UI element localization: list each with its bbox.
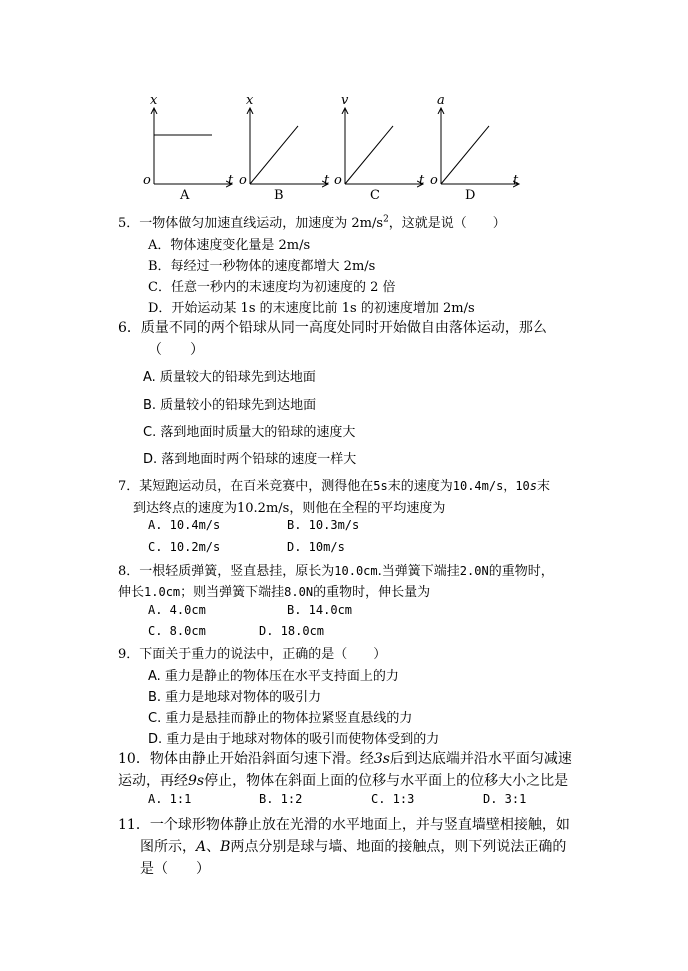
q7-option-d: D. 10m/s xyxy=(287,540,345,554)
q7-text-1: 7．某短跑运动员，在百米竞赛中，测得他在 xyxy=(118,479,374,494)
q8-text-6: 伸长 xyxy=(118,585,145,600)
q8-option-a: A. 4.0cm xyxy=(148,603,206,617)
graph-b-line xyxy=(250,126,298,184)
q6-option-b: B. 质量较小的铅球先到达地面 xyxy=(143,398,317,413)
q8-text-3: .当弹簧下端挂 xyxy=(377,564,460,579)
q6-option-d: D. 落到地面时两个铅球的速度一样大 xyxy=(143,452,357,467)
q10-text-5: 9s xyxy=(188,773,205,789)
graph-c-y-label: v xyxy=(341,93,349,108)
q7-option-b: B. 10.3m/s xyxy=(287,518,360,532)
graph-c-origin: o xyxy=(334,173,342,188)
q8-text-8: ；则当弹簧下端挂 xyxy=(180,585,285,600)
q6-option-c: C. 落到地面时质量大的铅球的速度大 xyxy=(143,425,356,440)
q10-text-4: 运动，再经 xyxy=(118,773,188,789)
q10-text-6: 停止，物体在斜面上面的位移与水平面上的位移大小之比是 xyxy=(204,773,569,789)
q9-option-d: D. 重力是由于地球对物体的吸引而使物体受到的力 xyxy=(148,732,440,747)
q11-text-5: 两点分别是球与墙、地面的接触点，则下列说法正确的 xyxy=(230,839,567,855)
graph-d xyxy=(441,108,519,184)
q8-option-d: D. 18.0cm xyxy=(259,624,325,638)
q10-text-2: 3s xyxy=(373,751,390,767)
q7-stem xyxy=(118,475,550,494)
q10-stem-line2 xyxy=(118,770,568,790)
q8-option-c: C. 8.0cm xyxy=(148,624,206,638)
graph-d-origin: o xyxy=(430,173,438,188)
graph-c-line xyxy=(345,126,393,184)
q8-text-2: 10.0cm xyxy=(334,564,378,578)
graph-d-caption: D xyxy=(465,188,476,203)
q11-text-4: B xyxy=(220,839,231,855)
graph-d-y-label: a xyxy=(437,93,445,108)
q7-text-2: 5s xyxy=(373,479,388,493)
graph-a-t-label: t xyxy=(228,173,234,188)
q10-stem xyxy=(118,748,572,768)
q10-option-d: D. 3:1 xyxy=(483,792,527,806)
q5-option-d: D．开始运动某 1s 的末速度比前 1s 的初速度增加 2m/s xyxy=(148,301,475,316)
graph-c-t-label: t xyxy=(419,173,425,188)
q5-option-a: A．物体速度变化量是 2m/s xyxy=(148,238,311,253)
q11-text-3: 、 xyxy=(206,839,221,855)
q5-option-c: C．任意一秒内的末速度均为初速度的 2 倍 xyxy=(148,280,396,295)
q10-option-a: A. 1:1 xyxy=(148,792,192,806)
q9-option-a: A. 重力是静止的物体压在水平支持面上的力 xyxy=(148,669,399,684)
q8-text-4: 2.0N xyxy=(459,564,489,578)
graph-c-caption: C xyxy=(370,188,380,203)
q9-option-c: C. 重力是悬挂而静止的物体拉紧竖直悬线的力 xyxy=(148,711,413,726)
graph-a-y-label: x xyxy=(150,93,158,108)
graph-d-line xyxy=(441,126,489,184)
q7-option-c: C. 10.2m/s xyxy=(148,540,221,554)
q7-stem-line2: 到达终点的速度为10.2m/s，则他在全程的平均速度为 xyxy=(133,501,446,516)
q8-text-5: 的重物时， xyxy=(488,564,554,579)
graph-b-origin: o xyxy=(239,173,247,188)
q5-stem-tail: ，这就是说（ ） xyxy=(388,216,506,231)
q6-option-a: A. 质量较大的铅球先到达地面 xyxy=(143,370,316,385)
q8-stem xyxy=(118,560,554,579)
graph-a-caption: A xyxy=(180,188,190,203)
q8-text-9: 8.0N xyxy=(284,585,314,599)
graph-b xyxy=(250,108,328,184)
q11-stem-line3: 是（ ） xyxy=(140,861,210,877)
q10-option-b: B. 1:2 xyxy=(259,792,303,806)
q9-option-b: B. 重力是地球对物体的吸引力 xyxy=(148,690,322,705)
q5-stem xyxy=(118,212,506,231)
q7-text-3: 末的速度为 xyxy=(387,479,453,494)
q11-stem-line2 xyxy=(140,836,566,856)
q5-option-b: B．每经过一秒物体的速度都增大 2m/s xyxy=(148,259,376,274)
graph-d-t-label: t xyxy=(513,173,519,188)
q8-stem-line2 xyxy=(118,581,430,600)
q11-stem: 11．一个球形物体静止放在光滑的水平地面上，并与竖直墙壁相接触，如 xyxy=(118,817,570,833)
q6-stem: 6．质量不同的两个铅球从同一高度处同时开始做自由落体运动，那么 xyxy=(118,320,547,336)
q5-stem-sup: 2 xyxy=(383,214,389,225)
q5-stem-text: 5．一物体做匀加速直线运动，加速度为 2m/s xyxy=(118,216,384,231)
graph-c xyxy=(345,108,423,184)
q8-text-10: 的重物时，伸长量为 xyxy=(313,585,431,600)
q8-text-1: 8．一根轻质弹簧，竖直悬挂，原长为 xyxy=(118,564,335,579)
q9-stem: 9．下面关于重力的说法中，正确的是（ ） xyxy=(118,647,387,662)
graph-b-caption: B xyxy=(274,188,284,203)
q8-text-7: 1.0cm xyxy=(144,585,181,599)
q10-text-1: 10．物体由静止开始沿斜面匀速下滑。经 xyxy=(118,751,374,767)
q7-text-4: 10.4m/s，10 xyxy=(452,479,530,493)
q7-option-a: A. 10.4m/s xyxy=(148,518,221,532)
q10-text-3: 后到达底端并沿水平面匀减速 xyxy=(389,751,572,767)
graph-b-y-label: x xyxy=(246,93,254,108)
q6-stem-paren: （ ） xyxy=(148,342,204,358)
q11-text-1: 图所示， xyxy=(140,839,196,855)
q11-text-2: A xyxy=(196,839,207,855)
graph-a xyxy=(154,108,232,184)
q7-text-6: 末 xyxy=(537,479,551,494)
q10-option-c: C. 1:3 xyxy=(371,792,415,806)
graph-b-t-label: t xyxy=(324,173,330,188)
q7-text-5: s xyxy=(529,479,538,493)
motion-graphs xyxy=(0,0,688,220)
q8-option-b: B. 14.0cm xyxy=(287,603,353,617)
graph-a-origin: o xyxy=(143,173,151,188)
